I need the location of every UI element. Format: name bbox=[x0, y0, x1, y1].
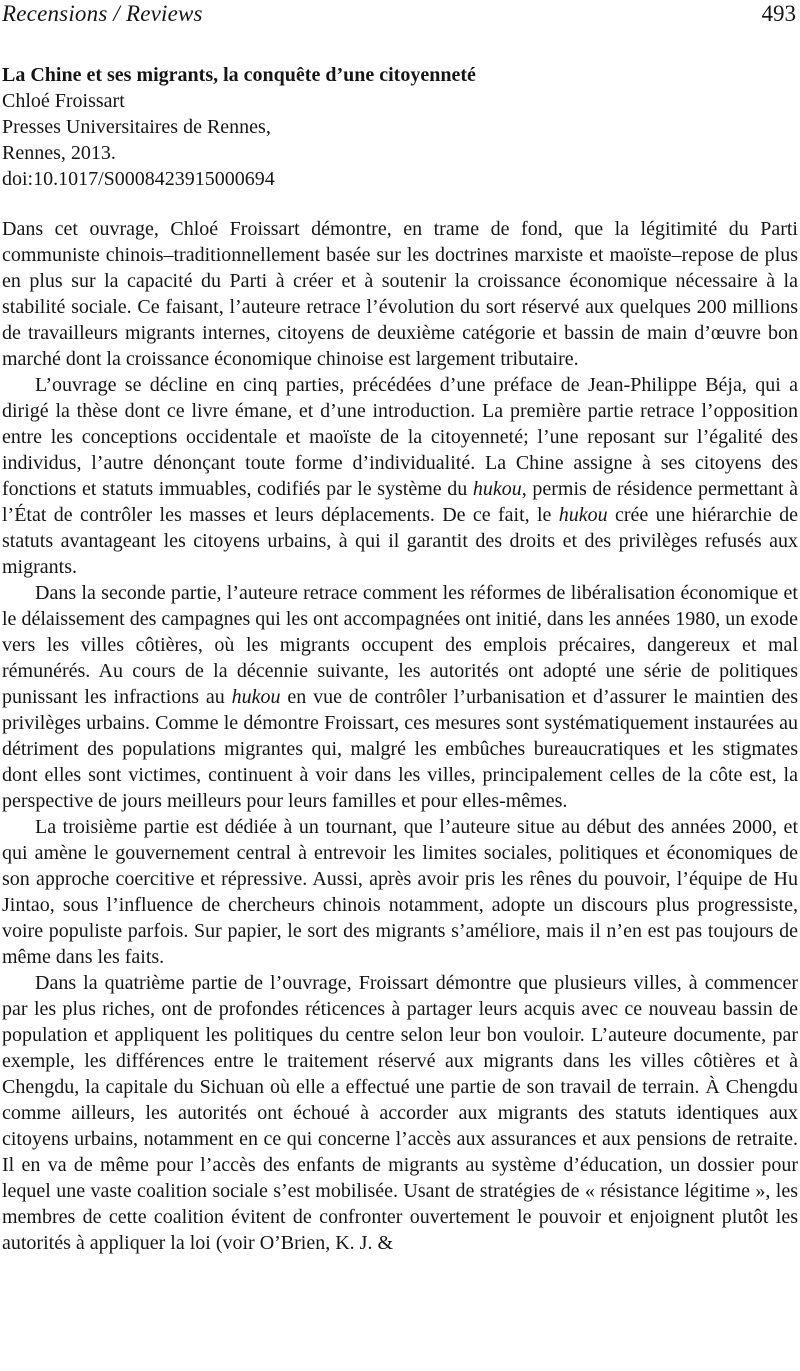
book-publisher: Presses Universitaires de Rennes, bbox=[2, 116, 271, 138]
review-paragraph bbox=[2, 216, 798, 372]
book-place-year: Rennes, 2013. bbox=[2, 142, 116, 164]
book-info bbox=[2, 62, 798, 192]
italic-term: hukou bbox=[558, 504, 608, 526]
review-paragraph bbox=[2, 970, 798, 1256]
italic-term: hukou bbox=[231, 686, 281, 708]
paragraph-text: en vue de contrôler l’urbanisation et d’assurer le maintien des privilèges urbains. Comme le démontre Froissart, ces mesures sont systématiquement instaurées au détriment des populations migrantes qui, malgré les embûches bureaucratiques et les stigmates dont elles sont victimes, continuent à voir dans les villes, principalement celles de la côte est, la perspective de jours meilleurs pour leurs familles et pour elles-mêmes. bbox=[2, 686, 798, 812]
paragraph-text: crée une hiérarchie de statuts avantageant les citoyens urbains, à qui il garantit des droits et des privilèges refusés aux migrants. bbox=[2, 504, 798, 578]
paragraph-text: Dans cet ouvrage, Chloé Froissart démontre, en trame de fond, que la légitimité du Parti communiste chinois–traditionnellement basée sur les doctrines marxiste et maoïste–repose de plus en plus sur la capacité du Parti à créer et à soutenir la croissance économique nécessaire à la stabilité sociale. Ce faisant, l’auteure retrace l’évolution du sort réservé aux quelques 200 millions de travailleurs migrants internes, citoyens de deuxième catégorie et bassin de main d’œuvre bon marché dont la croissance économique chinoise est largement tributaire. bbox=[2, 218, 798, 370]
review-body bbox=[2, 216, 798, 1371]
italic-term: hukou bbox=[472, 478, 522, 500]
running-header bbox=[2, 0, 796, 28]
paragraph-text: Dans la seconde partie, l’auteure retrace comment les réformes de libéralisation économique et le délaissement des campagnes qui les ont accompagnées ont initié, dans les années 1980, un exode vers les villes côtières, où les migrants occupent des emplois précaires, dangereux et mal rémunérés. Au cours de la décennie suivante, les autorités ont adopté une série de politiques punissant les infractions au bbox=[2, 582, 798, 708]
paragraph-text: , permis de résidence permettant à l’État de contrôler les masses et leurs déplacements. De ce fait, le bbox=[2, 478, 798, 526]
paragraph-text: La troisième partie est dédiée à un tournant, que l’auteure situe au début des années 2000, et qui amène le gouvernement central à entrevoir les limites sociales, politiques et économiques de son approche coercitive et répressive. Aussi, après avoir pris les rênes du pouvoir, l’équipe de Hu Jintao, sous l’influence de chercheurs chinois notamment, adopte un discours plus progressiste, voire populiste parfois. Sur papier, le sort des migrants s’améliore, mais il n’en est pas toujours de même dans les faits. bbox=[2, 816, 798, 968]
paragraph-text: L’ouvrage se décline en cinq parties, précédées d’une préface de Jean-Philippe Béja, qui a dirigé la thèse dont ce livre émane, et d’une introduction. La première partie retrace l’opposition entre les conceptions occidentale et maoïste de la citoyenneté; l’une reposant sur l’égalité des individus, l’autre dénonçant toute forme d’individualité. La Chine assigne à ses citoyens des fonctions et statuts immuables, codifiés par le système du bbox=[2, 374, 798, 500]
book-title: La Chine et ses migrants, la conquête d’une citoyenneté bbox=[2, 64, 476, 86]
page-number: 493 bbox=[761, 1, 796, 26]
review-paragraph bbox=[2, 580, 798, 814]
running-title: Recensions / Reviews bbox=[2, 1, 203, 26]
paragraph-text: Dans la quatrième partie de l’ouvrage, Froissart démontre que plusieurs villes, à commencer par les plus riches, ont de profondes réticences à partager leurs acquis avec ce nouveau bassin de population et appliquent les politiques du centre selon leur bon vouloir. L’auteure documente, par exemple, les différences entre le traitement réservé aux migrants dans les villes côtières et à Chengdu, la capitale du Sichuan où elle a effectué une partie de son travail de terrain. À Chengdu comme ailleurs, les autorités ont échoué à accorder aux migrants des statuts identiques aux citoyens urbains, notamment en ce qui concerne l’accès aux assurances et aux pensions de retraite. Il en va de même pour l’accès des enfants de migrants au système d’éducation, un dossier pour lequel une vaste coalition sociale s’est mobilisée. Usant de stratégies de « résistance légitime », les membres de cette coalition évitent de confronter ouvertement le pouvoir et enjoignent plutôt les autorités à appliquer la loi (voir O’Brien, K. J. & bbox=[2, 972, 798, 1254]
review-paragraph bbox=[2, 814, 798, 970]
book-doi: doi:10.1017/S0008423915000694 bbox=[2, 168, 275, 190]
book-author: Chloé Froissart bbox=[2, 90, 125, 112]
review-paragraph bbox=[2, 372, 798, 580]
